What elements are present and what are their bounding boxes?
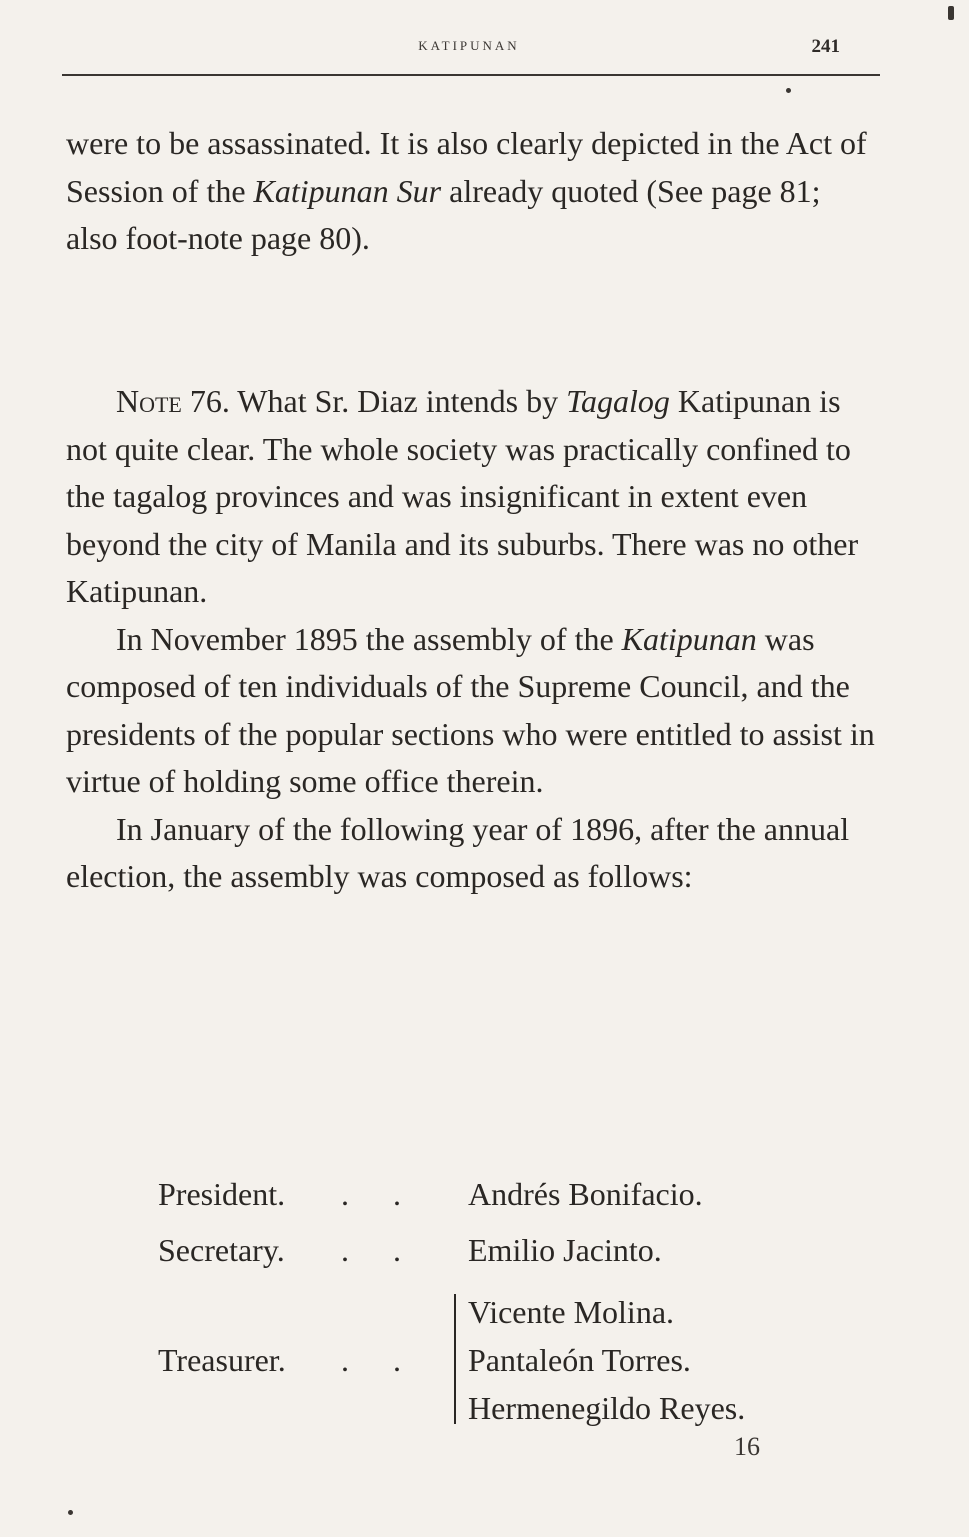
paragraph-1-italic: Katipunan Sur [253, 172, 442, 209]
roster-row-president [158, 1176, 878, 1224]
ink-speck [948, 6, 954, 20]
paragraph-3-text: In November 1895 the assembly of the [116, 620, 622, 657]
name-treasurer: Pantaleón Torres. [468, 1342, 691, 1378]
paragraph-3-text-end: was composed of ten individuals of the Supreme Council, and the presidents of the popular sections who were entitled to assist in virtue of holding some office therein. [66, 620, 875, 799]
paragraph-2-text-end: Katipunan is not quite clear. The whole society was practically confined to the tagalog provinces and was insignificant in extent even beyond the city of Manila and its suburbs. There was no other Katipunan. [66, 383, 859, 609]
page-number: 241 [811, 36, 840, 57]
signature-mark: 16 [734, 1432, 760, 1461]
running-title: KATIPUNAN [418, 38, 520, 53]
paragraph-2 [66, 378, 878, 616]
roster-row-treasurer-1 [158, 1294, 878, 1342]
roster-row-treasurer-2 [158, 1342, 878, 1390]
ink-speck [68, 1510, 73, 1515]
paragraph-4: In January of the following year of 1896, after the annual election, the assembly was composed as follows: [66, 810, 850, 894]
name-treasurer: Hermenegildo Reyes. [468, 1390, 746, 1426]
paragraph-1-text: were to be assassinated. It is also clearly depicted in the Act of Session of the [66, 125, 867, 209]
header-rule [62, 74, 880, 76]
role-president: President. [158, 1176, 286, 1212]
paragraph-1-text-end: already quoted (See page 81; also foot-note page 80). [66, 172, 821, 256]
leader-dots: . . [341, 1232, 419, 1268]
roster-row-secretary [158, 1232, 878, 1280]
role-secretary: Secretary. [158, 1232, 285, 1268]
paragraph-1 [66, 120, 878, 263]
paragraph-continuation [66, 120, 878, 263]
ink-speck [786, 88, 791, 93]
name-secretary: Emilio Jacinto. [468, 1232, 662, 1268]
paragraph-3 [66, 616, 878, 806]
name-president: Andrés Bonifacio. [468, 1176, 703, 1212]
role-treasurer: Treasurer. [158, 1342, 286, 1378]
roster-row-treasurer-3 [158, 1390, 878, 1438]
note-label: Note 76. [116, 383, 230, 419]
running-head [62, 36, 876, 76]
note-76 [66, 378, 878, 901]
paragraph-2-italic: Tagalog [566, 383, 670, 419]
name-treasurer: Vicente Molina. [468, 1294, 675, 1330]
paragraph-3-italic: Katipunan [621, 620, 757, 657]
leader-dots: . . [341, 1176, 419, 1212]
leader-dots: . . [341, 1342, 419, 1378]
paragraph-2-text: What Sr. Diaz intends by [229, 383, 567, 419]
